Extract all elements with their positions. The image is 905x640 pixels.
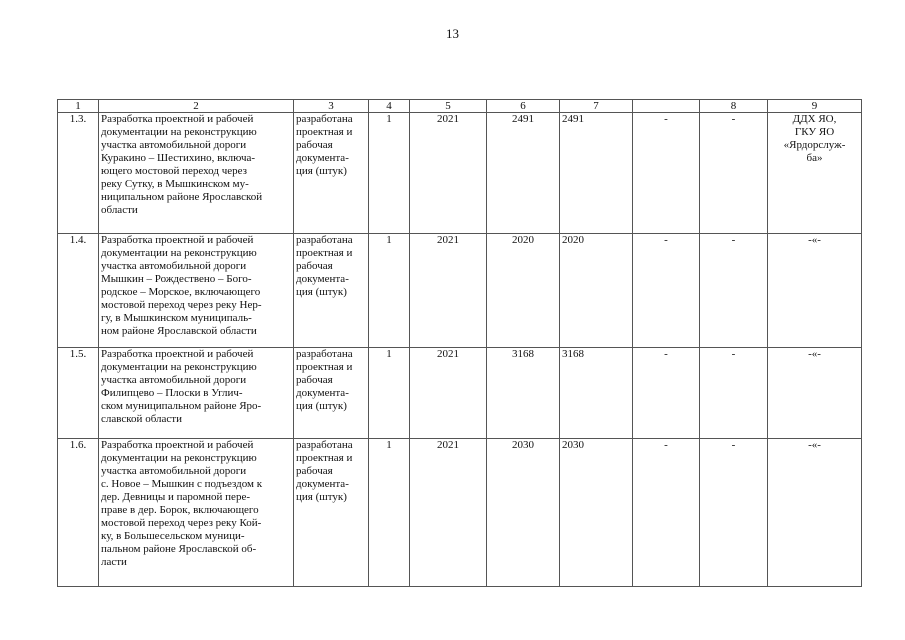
row-number: 1.3.: [58, 113, 99, 234]
row-col8-value: -: [700, 113, 768, 234]
row-col7-value: 2491: [560, 113, 633, 234]
header-cell-4: 4: [369, 100, 410, 113]
row-col6-value: 2491: [487, 113, 560, 234]
row-col6-value: 3168: [487, 348, 560, 439]
row-executor: ДДХ ЯО, ГКУ ЯО «Ярдорслуж- ба»: [768, 113, 862, 234]
row-quantity: 1: [369, 234, 410, 348]
row-col6-value: 2030: [487, 439, 560, 587]
row-year: 2021: [410, 113, 487, 234]
row-blank-col-value: -: [633, 348, 700, 439]
row-blank-col-value: -: [633, 439, 700, 587]
row-number: 1.4.: [58, 234, 99, 348]
row-col7-value: 2020: [560, 234, 633, 348]
row-blank-col-value: -: [633, 113, 700, 234]
row-executor: -«-: [768, 348, 862, 439]
header-cell-9: 9: [768, 100, 862, 113]
row-quantity: 1: [369, 439, 410, 587]
row-quantity: 1: [369, 113, 410, 234]
header-cell-7: 7: [560, 100, 633, 113]
table-row: [58, 234, 862, 348]
row-executor: -«-: [768, 234, 862, 348]
header-cell-8: 8: [700, 100, 768, 113]
row-year: 2021: [410, 234, 487, 348]
row-blank-col-value: -: [633, 234, 700, 348]
row-col8-value: -: [700, 234, 768, 348]
row-col8-value: -: [700, 439, 768, 587]
header-row: [58, 100, 862, 113]
program-table: [57, 99, 862, 587]
header-cell-3: 3: [294, 100, 369, 113]
header-cell-5: 5: [410, 100, 487, 113]
row-col7-value: 2030: [560, 439, 633, 587]
row-quantity: 1: [369, 348, 410, 439]
header-cell-2: 2: [99, 100, 294, 113]
row-number: 1.6.: [58, 439, 99, 587]
row-description: Разработка проектной и рабочей документации на реконструкцию участка автомобильной дороги с. Новое – Мышкин с подъездом к дер. Девницы и паромной пере- праве в дер. Борок, включающего мостовой переход через реку Кой- ку, в Большесельском муници- пальном районе Ярославской об- ласти: [99, 439, 294, 587]
row-result: разработана проектная и рабочая документа- ция (штук): [294, 113, 369, 234]
row-description: Разработка проектной и рабочей документации на реконструкцию участка автомобильной дороги Куракино – Шестихино, включа- ющего мостовой переход через реку Сутку, в Мышкинском му- ниципальном районе Ярославской области: [99, 113, 294, 234]
row-result: разработана проектная и рабочая документа- ция (штук): [294, 234, 369, 348]
row-description: Разработка проектной и рабочей документации на реконструкцию участка автомобильной дороги Филипцево – Плоски в Углич- ском муниципальном районе Яро- славской области: [99, 348, 294, 439]
row-col7-value: 3168: [560, 348, 633, 439]
table-row: [58, 113, 862, 234]
table-row: [58, 439, 862, 587]
header-cell-1: 1: [58, 100, 99, 113]
row-executor: -«-: [768, 439, 862, 587]
row-col6-value: 2020: [487, 234, 560, 348]
row-result: разработана проектная и рабочая документа- ция (штук): [294, 348, 369, 439]
row-description: Разработка проектной и рабочей документации на реконструкцию участка автомобильной дороги Мышкин – Рождествено – Бого- родское – Морское, включающего мостовой переход через реку Нер- гу, в Мышкинском муниципаль- ном районе Ярославской области: [99, 234, 294, 348]
header-cell-6: 6: [487, 100, 560, 113]
row-year: 2021: [410, 439, 487, 587]
row-col8-value: -: [700, 348, 768, 439]
row-result: разработана проектная и рабочая документа- ция (штук): [294, 439, 369, 587]
table-row: [58, 348, 862, 439]
page-number: 13: [446, 26, 459, 41]
header-cell-blank: [633, 100, 700, 113]
row-number: 1.5.: [58, 348, 99, 439]
row-year: 2021: [410, 348, 487, 439]
